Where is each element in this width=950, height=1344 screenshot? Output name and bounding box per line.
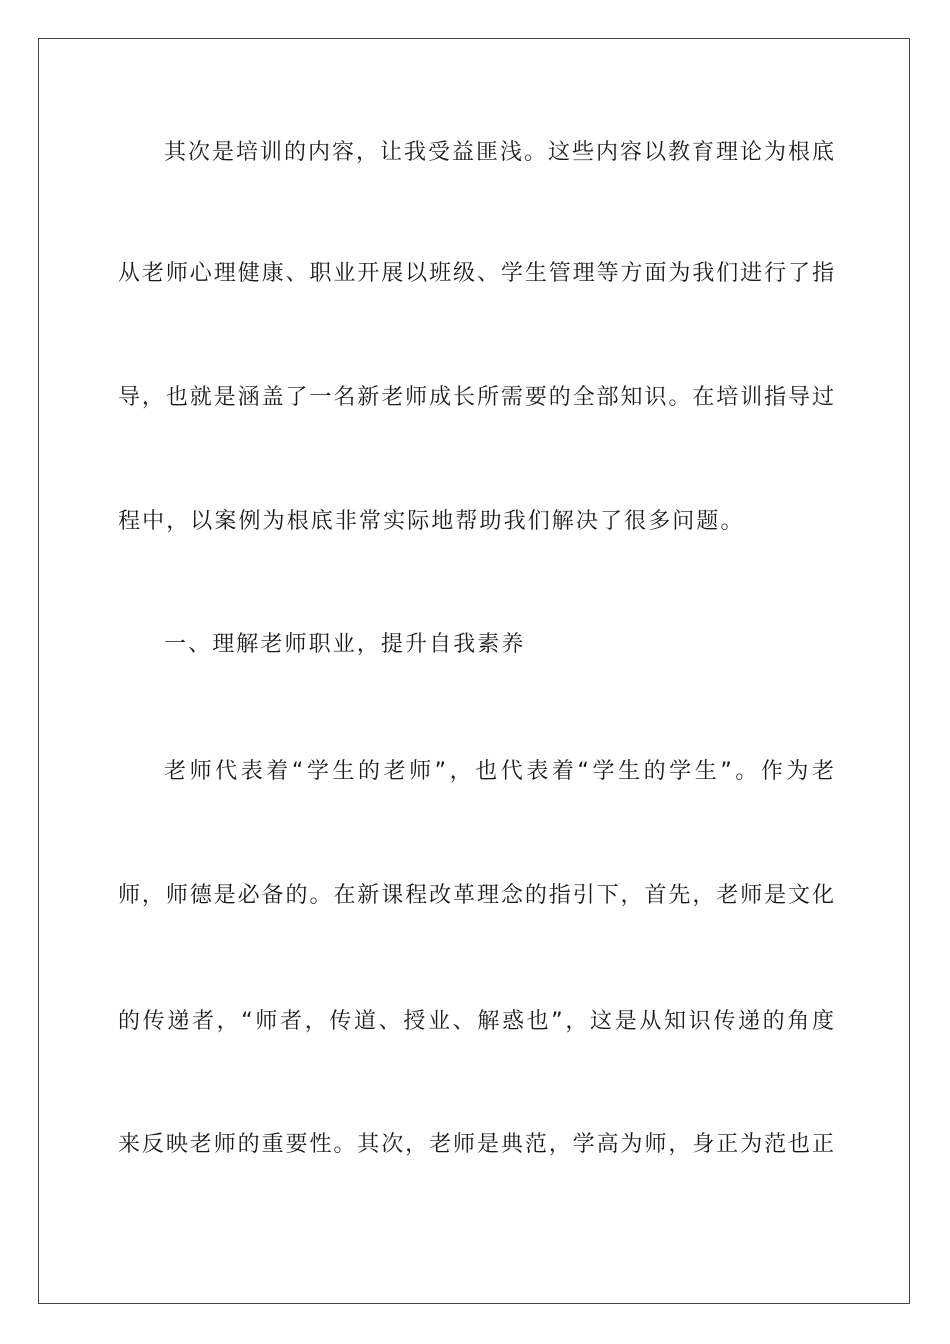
paragraph-line: 师，师德是必备的。在新课程改革理念的指引下，首先，老师是文化	[118, 883, 834, 908]
page-border	[38, 38, 910, 1304]
paragraph-line: 导，也就是涵盖了一名新老师成长所需要的全部知识。在培训指导过	[118, 385, 834, 410]
section-heading: 一、理解老师职业，提升自我素养	[164, 632, 526, 657]
paragraph-line: 来反映老师的重要性。其次，老师是典范，学高为师，身正为范也正	[118, 1132, 834, 1157]
paragraph-line: 从老师心理健康、职业开展以班级、学生管理等方面为我们进行了指	[118, 261, 834, 286]
paragraph-line: 其次是培训的内容，让我受益匪浅。这些内容以教育理论为根底	[164, 140, 834, 165]
paragraph-line: 的传递者，“师者，传道、授业、解惑也”，这是从知识传递的角度	[118, 1009, 834, 1034]
paragraph-line: 程中，以案例为根底非常实际地帮助我们解决了很多问题。	[118, 509, 745, 534]
paragraph-line: 老师代表着“学生的老师”，也代表着“学生的学生”。作为老	[164, 759, 834, 784]
